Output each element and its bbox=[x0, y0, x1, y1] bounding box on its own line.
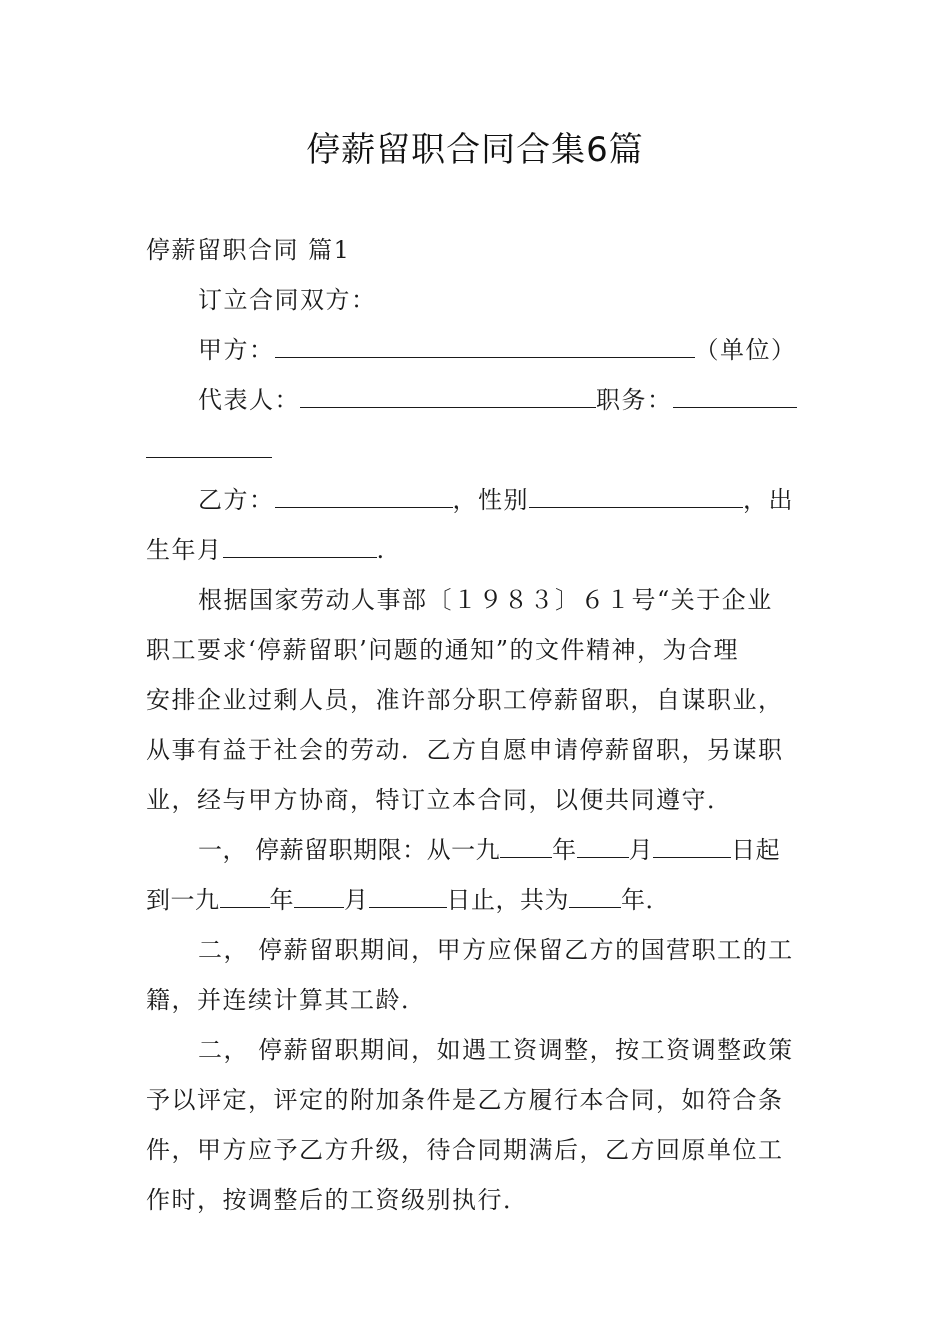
party-a-blank bbox=[275, 333, 695, 358]
party-b-line bbox=[198, 480, 808, 520]
clause-3-line: 予以评定，评定的附加条件是乙方履行本合同，如符合条 bbox=[146, 1086, 784, 1114]
position-label: 职务： bbox=[596, 386, 673, 414]
clause-1-line-1: 一， 停薪留职期限：从一九 年 月 日起 bbox=[198, 830, 808, 870]
representative-blank bbox=[300, 383, 596, 408]
party-b-birth-label: 生年月 bbox=[146, 536, 223, 564]
position-blank bbox=[673, 383, 797, 408]
party-b-birth-pre: ，出 bbox=[743, 486, 794, 514]
party-b-gender-label: ，性别 bbox=[452, 486, 529, 514]
parties-intro: 订立合同双方： bbox=[198, 286, 377, 314]
party-b-label: 乙方： bbox=[198, 486, 275, 514]
basis-line: 业，经与甲方协商，特订立本合同，以便共同遵守． bbox=[146, 786, 733, 814]
party-a-line bbox=[198, 330, 808, 370]
clause-2-line: 籍，并连续计算其工龄． bbox=[146, 986, 427, 1014]
basis-line: 根据国家劳动人事部〔１９８３〕６１号“关于企业 bbox=[198, 586, 773, 614]
representative-line bbox=[198, 380, 808, 420]
representative-label: 代表人： bbox=[198, 386, 300, 414]
party-b-gender-blank bbox=[529, 483, 743, 508]
party-a-suffix: （单位） bbox=[694, 336, 797, 364]
party-b-name-blank bbox=[275, 483, 453, 508]
party-a-label: 甲方： bbox=[198, 336, 275, 364]
clause-3-line: 二， 停薪留职期间，如遇工资调整，按工资调整政策 bbox=[198, 1036, 794, 1064]
basis-line: 安排企业过剩人员，准许部分职工停薪留职，自谋职业， bbox=[146, 686, 784, 714]
basis-line: 从事有益于社会的劳动．乙方自愿申请停薪留职，另谋职 bbox=[146, 736, 784, 764]
clause-2-line: 二， 停薪留职期间，甲方应保留乙方的国营职工的工 bbox=[198, 936, 794, 964]
clause-1-line-2: 到一九 年 月 日止，共为 年． bbox=[146, 880, 806, 920]
document-title: 停薪留职合同合集6篇 bbox=[306, 130, 644, 170]
basis-line: 职工要求‘停薪留职’问题的通知”的文件精神，为合理 bbox=[146, 636, 740, 664]
party-b-birth-line: 生年月 . bbox=[146, 530, 806, 570]
party-b-birth-blank bbox=[223, 533, 377, 558]
section-heading: 停薪留职合同 篇1 bbox=[146, 236, 351, 264]
position-blank-continued bbox=[146, 430, 806, 470]
clause-3-line: 件，甲方应予乙方升级，待合同期满后，乙方回原单位工 bbox=[146, 1136, 784, 1164]
clause-3-line: 作时，按调整后的工资级别执行． bbox=[146, 1186, 529, 1214]
